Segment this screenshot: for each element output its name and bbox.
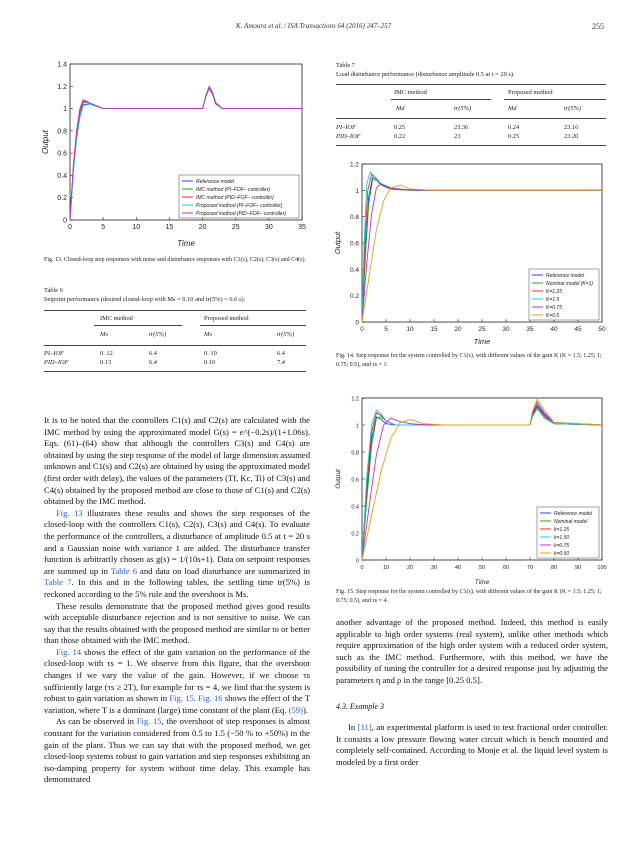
x-tick-label: 5 <box>101 224 106 231</box>
y-tick-label: 0.4 <box>351 504 359 511</box>
y-tick-label: 0.8 <box>57 128 67 136</box>
table7-cell: 23.20 <box>564 133 579 140</box>
fig14-chart <box>330 158 612 346</box>
legend-label: IMC method (PI–FOF– controller) <box>196 187 271 193</box>
paragraph: As can be observed in Fig. 15, the overshoot of step responses is almost constant for the variation considered from 0.5 to 1.5 (−50 % to +50%) in the gain of the plant. Thus we can say that with the proposed method, we get closed-loop systems robust to gain variation and step responses exhibiting an iso-damping property for system without time delay. This example has demonstrated <box>44 716 310 785</box>
left-column-text <box>44 415 310 786</box>
x-tick-label: 20 <box>454 326 462 333</box>
table6-row-label: PID–IOF <box>44 359 69 366</box>
x-tick-label: 30 <box>502 326 510 333</box>
x-tick-label: 50 <box>598 326 606 333</box>
table7-cell: 23.16 <box>564 124 579 131</box>
x-tick-label: 25 <box>231 224 240 231</box>
table6-sub-ms-prop: Ms <box>204 331 212 338</box>
x-tick-label: 20 <box>406 565 414 571</box>
x-axis-label: Time <box>473 337 491 346</box>
y-tick-label: 0.6 <box>351 477 359 484</box>
x-tick-label: 0 <box>360 326 364 333</box>
legend-label: Reference model <box>196 179 235 185</box>
table6-cell: 0.10 <box>204 359 216 366</box>
table7-cell: 0.25 <box>508 133 520 140</box>
table6-title: Setpoint performance (desired closed-loop with Ms = 0.10 and tr(5%) = 6.6 s). <box>44 296 246 303</box>
table6-cell: 0. 10 <box>204 350 217 357</box>
table7-sub-md-imc: Md <box>396 105 405 112</box>
eq59-link[interactable]: (59) <box>288 704 303 715</box>
page-number: 255 <box>592 22 604 31</box>
section-heading: 4.3. Example 3 <box>336 701 384 711</box>
x-tick-label: 50 <box>478 565 486 571</box>
x-tick-label: 30 <box>430 565 438 571</box>
table6-sub-tr-imc: tr(5%) <box>149 331 167 338</box>
table6-link[interactable]: Table 6 <box>110 565 138 576</box>
table6-cell: 7.4 <box>277 359 285 366</box>
x-tick-label: 30 <box>264 224 273 231</box>
table7-title: Load disturbance performance (disturbance amplitude 0.5 at t = 20 s). <box>336 71 515 78</box>
x-tick-label: 0 <box>360 565 364 571</box>
table7-sub-md-prop: Md <box>508 105 517 112</box>
y-tick-label: 1.2 <box>349 161 359 169</box>
fig15-link[interactable]: Fig. 15 <box>136 716 162 727</box>
y-tick-label: 0 <box>63 217 67 225</box>
y-axis-label: Output <box>333 231 342 255</box>
legend-label: K=1.5 <box>546 297 560 303</box>
x-tick-label: 15 <box>165 224 174 231</box>
table6-sub-tr-prop: tr(5%) <box>277 331 295 338</box>
y-axis-label: Output <box>335 469 342 489</box>
paragraph: These results demonstrate that the proposed method gives good results with acceptable disturbance rejection and is not sensitive to noise. We can say that the results obtained with the proposed method are similar to or better than those obtained with the IMC method. <box>44 600 310 646</box>
x-tick-label: 25 <box>478 326 486 333</box>
y-tick-label: 1 <box>355 187 359 195</box>
fig13-chart <box>38 58 310 248</box>
y-tick-label: 0.2 <box>349 293 359 301</box>
table7-cell: 23.36 <box>454 124 469 131</box>
x-tick-label: 35 <box>526 326 534 333</box>
table6-cell: 6.4 <box>277 350 285 357</box>
fig16-link[interactable]: Fig. 16 <box>198 693 223 704</box>
paragraph: In [11], an experimental platform is used to test fractional order controller. It consists a low pressure flowing water circuit which is bench mounted and completely self-contained. According to Monje et al. the liquid level system is modeled by a first order <box>336 722 608 767</box>
legend-label: Reference model <box>554 511 593 517</box>
paragraph: It is to be noted that the controllers C1(s) and C2(s) are calculated with the IMC method by using the approximated model G(s) = e^(−0.2s)/(1+1.06s). Eqs. (61)–(64) show that although the controllers C3(s) and C4(s) are obtained by using the step response of the model of large dimension assumed unknown and C1(s) and C2(s) are obtained by using the approximated model (first order with delay), the values of the parameters (Tf, Kc, Ti) of C3(s) and C4(s) obtained by the proposed method are close to those of C1(s) and C2(s) obtained by the IMC method. <box>44 415 310 507</box>
table7-sub-tr-imc: tr(5%) <box>454 105 472 112</box>
legend-label: K=1.25 <box>546 289 562 295</box>
y-tick-label: 0.2 <box>57 195 67 203</box>
paragraph: another advantage of the proposed method. Indeed, this method is easily applicable to high order systems (real system), unlike other methods which require approximation of the high order system with a reduced order system, such as the IMC method. Furthermore, with this method, we have the possibility of tuning the controller for a desired response just by adjusting the parameters η and ρ in the range [0.25 0.5]. <box>336 617 608 685</box>
paragraph: Fig. 13 illustrates these results and shows the step responses of the closed-loop with the controllers C1(s), C2(s), C3(s) and C4(s). To evaluate the performance of the controllers, a disturbance of amplitude 0.5 at t = 20 s and a Gaussian noise with variance 1 are added. The disturbance transfer function is arbitrarily chosen as g(s) = 1/(10s+1). Data on setpoint responses are summed up in Table 6 and data on load disturbance are summarized in Table 7. In this and in the following tables, the settling time tr(5%) is reckoned according to the 5% rule and the overshoot is Ms. <box>44 507 311 599</box>
legend-label: Proposed method (PID–FOF– controller) <box>196 211 287 217</box>
y-tick-label: 0.4 <box>349 266 359 274</box>
running-title: K. Amoura et al. / ISA Transactions 64 (2016) 247–257 <box>236 22 392 30</box>
legend-label: Nominal model (K=1) <box>546 281 594 287</box>
table6 <box>44 287 308 407</box>
x-tick-label: 10 <box>132 224 141 231</box>
x-axis-label: Time <box>177 239 195 248</box>
y-tick-label: 0.2 <box>351 531 359 538</box>
table7-sub-tr-prop: tr(5%) <box>564 105 582 112</box>
table6-label: Table 6 <box>44 287 63 294</box>
legend-label: K=0.75 <box>546 305 562 311</box>
legend-label: Nominal model <box>554 519 588 525</box>
table7-link[interactable]: Table 7 <box>44 577 72 588</box>
table7-group-imc: IMC method <box>394 89 427 96</box>
fig14-caption: Fig. 14. Step response for the system controlled by C1(s), with different values of the gain K (K = 1.5; 1.25; 1; 0.75; 0.5), and τs = 1. <box>336 353 602 368</box>
ref11-link[interactable]: [11] <box>357 722 372 733</box>
x-axis-label: Time <box>474 579 490 586</box>
x-tick-label: 35 <box>298 224 306 231</box>
table6-group-proposed: Proposed method <box>204 315 249 322</box>
x-tick-label: 5 <box>384 326 388 333</box>
fig15-chart <box>330 392 612 586</box>
table6-cell: 0.13 <box>100 359 112 366</box>
x-tick-label: 0 <box>68 224 72 231</box>
fig14-link[interactable]: Fig. 14 <box>56 646 82 657</box>
running-header <box>236 22 604 30</box>
fig13-link[interactable]: Fig. 13 <box>56 507 83 518</box>
y-tick-label: 1.2 <box>57 83 67 91</box>
table7-cell: 0.24 <box>508 124 520 131</box>
x-tick-label: 40 <box>550 326 558 333</box>
x-tick-label: 20 <box>198 224 207 231</box>
table6-cell: 6.4 <box>149 350 157 357</box>
legend-label: Proposed method (PI–FOF– controller) <box>196 203 283 209</box>
y-tick-label: 0 <box>355 558 359 565</box>
y-tick-label: 0 <box>355 319 359 327</box>
legend-label: k=0.75 <box>554 543 570 549</box>
y-tick-label: 0.8 <box>349 214 359 222</box>
y-tick-label: 1 <box>355 423 359 430</box>
x-tick-label: 90 <box>574 565 582 571</box>
table6-cell: 0. 12 <box>100 350 113 357</box>
fig13-caption: Fig. 13. Closed-loop step responses with noise and disturbance responses with C1(s), C2(s), C3(s) and C4(s). <box>44 257 306 263</box>
table7-row-label: PID–IOF <box>336 133 361 140</box>
y-tick-label: 0.6 <box>349 240 359 248</box>
table6-group-imc: IMC method <box>100 315 133 322</box>
x-tick-label: 10 <box>406 326 414 333</box>
table7-group-proposed: Proposed method <box>508 89 553 96</box>
legend-label: Reference model <box>546 273 585 279</box>
table6-sub-ms-imc: Ms <box>100 331 108 338</box>
x-tick-label: 45 <box>574 326 582 333</box>
table6-row-label: PI–IOF <box>44 350 64 357</box>
x-tick-label: 80 <box>550 565 558 571</box>
legend-label: IMC method (PID–FOF– controller) <box>196 195 274 201</box>
x-tick-label: 10 <box>382 565 390 571</box>
paragraph: Fig. 14 shows the effect of the gain variation on the performance of the closed-loop with τs = 1. We observe from this figure, that the overshoot changes if we vary the value of the gain. However, if we choose τs sufficiently large (τs ≥ 2T), for example for τs = 4, we find that the system is robust to gain variation as shown in Fig. 15. Fig. 16 shows the effect of the T variation, where T is a dominant (large) time constant of the plant (Eq. (59)). <box>44 646 311 715</box>
table7-cell: 0.25 <box>394 124 406 131</box>
legend-label: K=0.5 <box>546 313 560 319</box>
y-tick-label: 1 <box>63 106 67 114</box>
fig15-link[interactable]: Fig. 15 <box>169 693 194 704</box>
x-tick-label: 100 <box>597 565 607 571</box>
x-tick-label: 60 <box>502 565 510 571</box>
y-tick-label: 1.2 <box>351 396 359 403</box>
table6-cell: 6.4 <box>149 359 157 366</box>
legend-label: k=0.50 <box>554 551 570 557</box>
x-tick-label: 15 <box>430 326 438 333</box>
table7-label: Table 7 <box>336 62 355 69</box>
table7-cell: 23 <box>454 133 461 140</box>
right-column-text <box>336 617 608 769</box>
table7-cell: 0.22 <box>394 133 406 140</box>
legend-label: k=1.25 <box>554 527 570 533</box>
y-tick-label: 1.4 <box>57 61 67 69</box>
legend-label: k=1.50 <box>554 535 570 541</box>
x-tick-label: 70 <box>526 565 534 571</box>
table7-row-label: PI–IOF <box>336 124 356 131</box>
x-tick-label: 40 <box>454 565 462 571</box>
y-tick-label: 0.8 <box>351 450 359 457</box>
fig15-caption: Fig. 15. Step response for the system controlled by C1(s), with different values of the gain K (K = 1.5; 1.25; 1; 0.75; 0.5), and τs = 4. <box>336 589 602 604</box>
y-tick-label: 0.4 <box>57 172 67 180</box>
table7 <box>336 62 608 162</box>
y-tick-label: 0.6 <box>57 150 67 158</box>
y-axis-label: Output <box>41 129 50 155</box>
